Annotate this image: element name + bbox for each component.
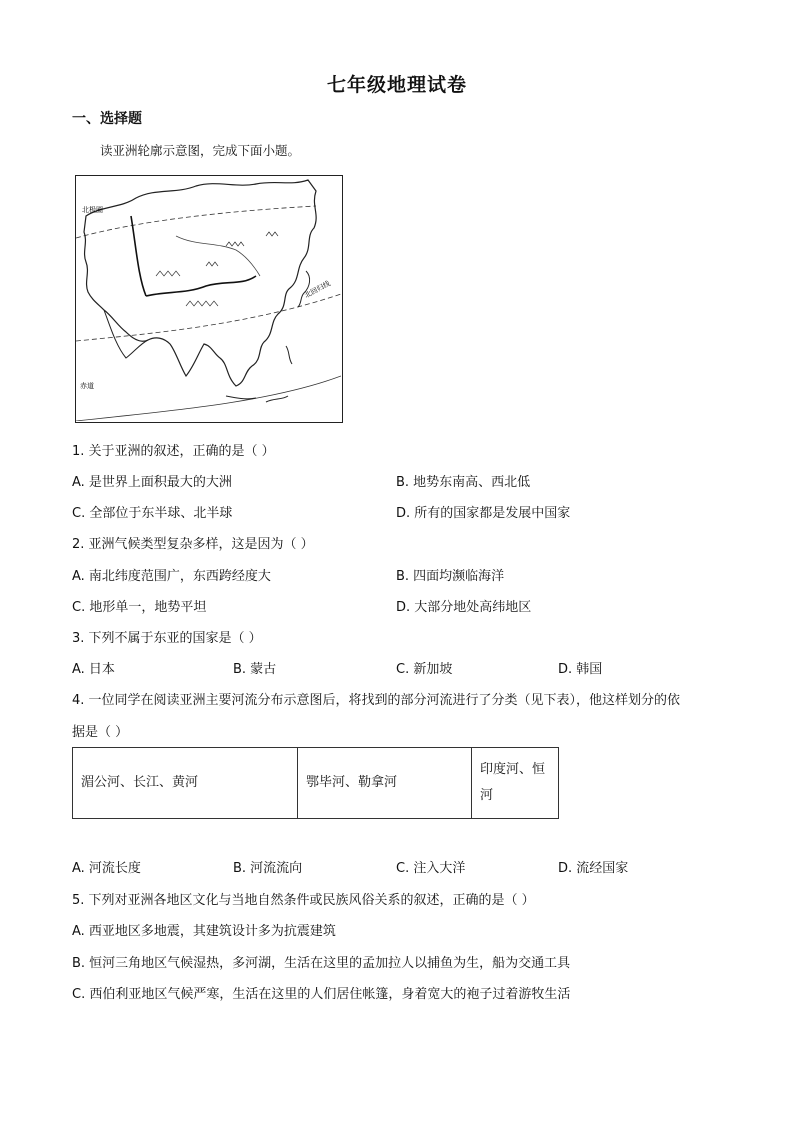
page-title: 七年级地理试卷	[326, 74, 467, 96]
q4-option-a[interactable]: A. 河流长度	[72, 861, 141, 876]
river-classification-table	[72, 747, 559, 819]
region-boundary	[131, 216, 256, 296]
q1-option-a[interactable]: A. 是世界上面积最大的大洲	[72, 475, 232, 490]
q1-option-c[interactable]: C. 全部位于东半球、北半球	[72, 506, 233, 521]
table-row	[73, 748, 559, 819]
arctic-circle-line	[76, 206, 316, 238]
equator-line	[76, 376, 341, 421]
q3-option-c[interactable]: C. 新加坡	[396, 662, 453, 677]
q4-option-d[interactable]: D. 流经国家	[558, 861, 629, 876]
q2-option-d[interactable]: D. 大部分地处高纬地区	[396, 600, 532, 615]
table-cell	[472, 748, 559, 819]
q2-option-c[interactable]: C. 地形单一，地势平坦	[72, 600, 207, 615]
q5-option-b[interactable]: B. 恒河三角地区气候湿热，多河湖，生活在这里的孟加拉人以捕鱼为生，船为交通工具	[72, 956, 571, 971]
q1-option-b[interactable]: B. 地势东南高、西北低	[396, 475, 531, 490]
interior-border	[176, 236, 260, 276]
question-5: 5. 下列对亚洲各地区文化与当地自然条件或民族风俗关系的叙述，正确的是（ ）	[72, 893, 535, 908]
tropic-label: 北回归线	[303, 279, 332, 300]
equator-label: 赤道	[80, 382, 94, 390]
intro-text: 读亚洲轮廓示意图，完成下面小题。	[100, 143, 301, 158]
q5-option-a[interactable]: A. 西亚地区多地震，其建筑设计多为抗震建筑	[72, 924, 336, 939]
section-heading: 一、选择题	[72, 111, 142, 127]
table-cell: 鄂毕河、勒拿河	[298, 748, 472, 819]
asia-map-drawing	[76, 176, 341, 421]
mountain-marks	[156, 232, 278, 306]
q1-option-d[interactable]: D. 所有的国家都是发展中国家	[396, 506, 571, 521]
q2-option-b[interactable]: B. 四面均濒临海洋	[396, 569, 505, 584]
q2-option-a[interactable]: A. 南北纬度范围广，东西跨经度大	[72, 569, 271, 584]
asia-outline-map	[75, 175, 343, 423]
question-4-line-2: 据是（ ）	[72, 725, 129, 740]
question-2: 2. 亚洲气候类型复杂多样，这是因为（ ）	[72, 537, 314, 552]
table-cell-line: 河	[480, 788, 494, 803]
question-4-line-1: 4. 一位同学在阅读亚洲主要河流分布示意图后，将找到的部分河流进行了分类（见下表），他这样划分的依	[72, 693, 681, 708]
q3-option-b[interactable]: B. 蒙古	[233, 662, 277, 677]
question-3: 3. 下列不属于东亚的国家是（ ）	[72, 631, 262, 646]
q3-option-d[interactable]: D. 韩国	[558, 662, 603, 677]
table-cell: 湄公河、长江、黄河	[73, 748, 298, 819]
q3-option-a[interactable]: A. 日本	[72, 662, 115, 677]
q4-option-b[interactable]: B. 河流流向	[233, 861, 303, 876]
asia-coastline	[84, 180, 316, 386]
question-1: 1. 关于亚洲的叙述，正确的是（ ）	[72, 444, 275, 459]
q4-option-c[interactable]: C. 注入大洋	[396, 861, 466, 876]
table-cell-line: 印度河、恒	[480, 762, 546, 777]
arctic-circle-label: 北极圈	[82, 206, 103, 214]
q5-option-c[interactable]: C. 西伯利亚地区气候严寒，生活在这里的人们居住帐篷，身着宽大的袍子过着游牧生活	[72, 987, 571, 1002]
japan-islands	[298, 271, 310, 307]
